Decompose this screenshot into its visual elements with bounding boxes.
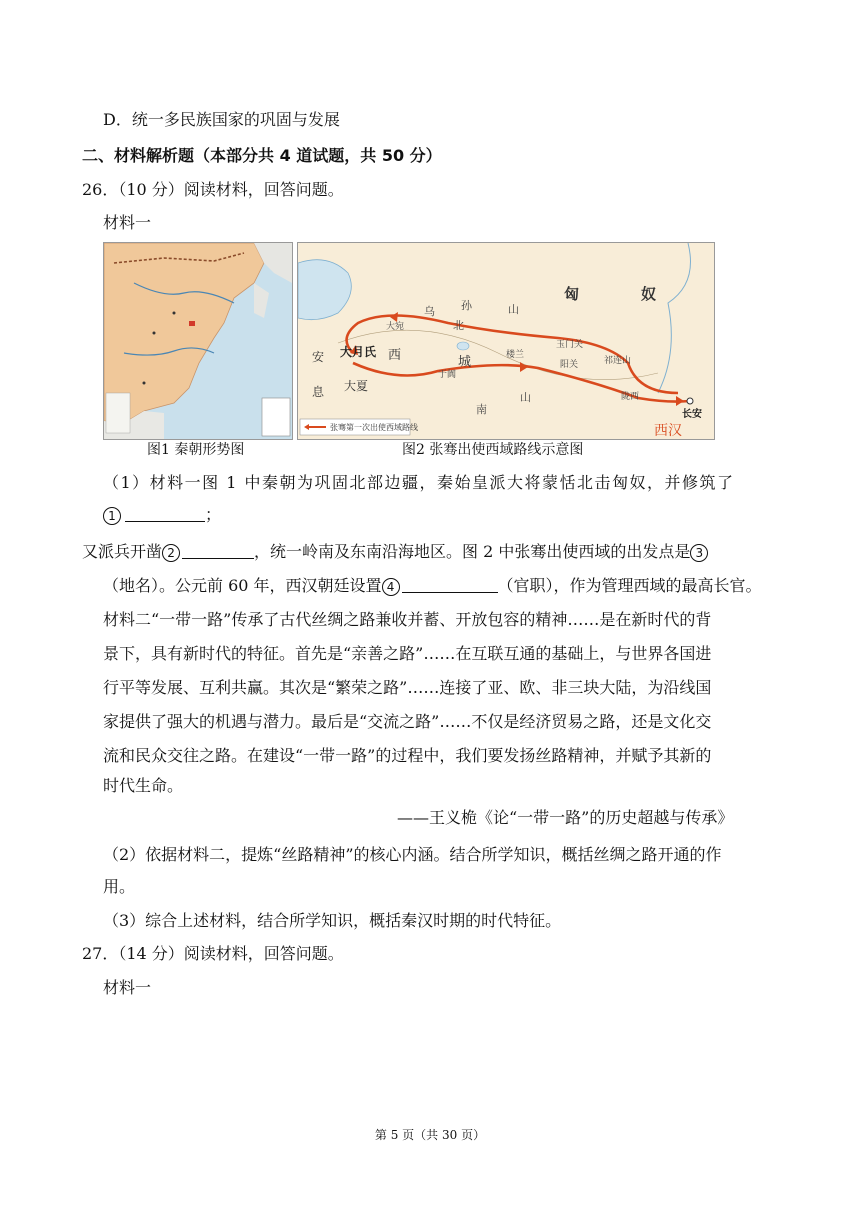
material2-line-3: 行平等发展、互利共赢。其次是“繁荣之路”……连接了亚、欧、非三块大陆，为沿线国 (103, 678, 712, 697)
label-cheng: 城 (458, 355, 472, 370)
blank-marker-4: 4 (382, 578, 400, 596)
label-xi: 西 (388, 348, 402, 363)
answer-blank-2[interactable] (182, 542, 254, 559)
label-dayuezhi: 大月氏 (340, 345, 377, 359)
sub-question-1-line4 (103, 576, 762, 596)
citation: ——王义桅《论“一带一路”的历史超越与传承》 (397, 808, 734, 827)
label-yutian: 于阗 (438, 370, 457, 380)
section-heading: 二、材料解析题（本部分共 4 道试题，共 50 分） (82, 146, 442, 165)
sub-question-1-line2 (103, 505, 221, 525)
material2-line-2: 景下，具有新时代的特征。首先是“亲善之路”……在互联互通的基础上，与世界各国进 (103, 644, 712, 663)
blank-marker-2: 2 (162, 544, 180, 562)
label-dayuan: 大宛 (386, 322, 405, 332)
material2-line-4: 家提供了强大的机遇与潜力。最后是“交流之路”……不仅是经济贸易之路，还是文化交 (103, 712, 712, 731)
answer-blank-1[interactable] (125, 505, 205, 522)
material2-line-5: 流和民众交往之路。在建设“一带一路”的过程中，我们要发扬丝路精神，并赋予其新的 (103, 746, 712, 765)
label-shan-1: 山 (508, 303, 519, 316)
label-xi-rest: 息 (312, 385, 325, 399)
label-yumenguan: 玉门关 (556, 340, 584, 350)
sub-question-3: （3）综合上述材料，结合所学知识，概括秦汉时期的时代特征。 (103, 911, 562, 930)
q27-header: 27．（14 分）阅读材料，回答问题。 (82, 944, 344, 963)
label-yangguan: 阳关 (560, 360, 579, 370)
fig2-caption: 图2 张骞出使西域路线示意图 (402, 442, 584, 458)
route-map-graphic (298, 243, 714, 439)
sub-question-2-line2: 用。 (103, 877, 136, 896)
qin-map-graphic (104, 243, 292, 439)
text: ，统一岭南及东南沿海地区。图 2 中张骞出使西域的出发点是 (254, 542, 691, 561)
q27-material1-label: 材料一 (103, 978, 152, 997)
answer-blank-4[interactable] (402, 576, 498, 593)
label-an: 安 (312, 350, 325, 364)
text: （官职），作为管理西域的最高长官。 (497, 576, 762, 595)
label-xihan: 西汉 (654, 423, 682, 439)
map-legend-text: 张骞第一次出使西域路线 (330, 423, 418, 432)
material2-line-6: 时代生命。 (103, 776, 184, 795)
material2-line-1: 材料二“一带一路”传承了古代丝绸之路兼收并蓄、开放包容的精神……是在新时代的背 (103, 610, 712, 629)
sub-question-1-line1: （1）材料一图 1 中秦朝为巩固北部边疆，秦始皇派大将蒙恬北击匈奴，并修筑了 (103, 473, 735, 492)
punct: ； (205, 505, 222, 524)
label-loulan: 楼兰 (506, 350, 525, 360)
blank-marker-3: 3 (690, 544, 708, 562)
label-daxia: 大夏 (344, 379, 369, 393)
label-qilianshan: 祁连山 (604, 356, 632, 366)
sub-question-1-line3 (82, 542, 708, 562)
label-wu: 乌 (424, 305, 435, 318)
label-nan: 南 (476, 403, 487, 416)
zhangqian-route-map (297, 242, 715, 440)
sub-question-2-line1: （2）依据材料二，提炼“丝路精神”的核心内涵。结合所学知识，概括丝绸之路开通的作 (103, 845, 722, 864)
text: （地名）。公元前 60 年，西汉朝廷设置 (103, 576, 382, 595)
option-d: D．统一多民族国家的巩固与发展 (103, 110, 340, 129)
label-xiongnu-1: 匈 (564, 285, 580, 303)
label-longxi: 陇西 (621, 392, 640, 402)
label-bei: 北 (453, 319, 464, 332)
text: 又派兵开凿 (82, 542, 163, 561)
label-sun: 孙 (461, 299, 472, 312)
fig1-caption: 图1 秦朝形势图 (147, 442, 245, 458)
q26-material1-label: 材料一 (103, 213, 152, 232)
page-footer: 第 5 页（共 30 页） (374, 1128, 486, 1142)
label-changan: 长安 (682, 409, 702, 420)
blank-marker-1: 1 (103, 507, 121, 525)
label-xiongnu-2: 奴 (641, 285, 657, 303)
qin-map-figure (103, 242, 293, 440)
label-shan-2: 山 (520, 391, 531, 404)
q26-header: 26．（10 分）阅读材料，回答问题。 (82, 180, 344, 199)
